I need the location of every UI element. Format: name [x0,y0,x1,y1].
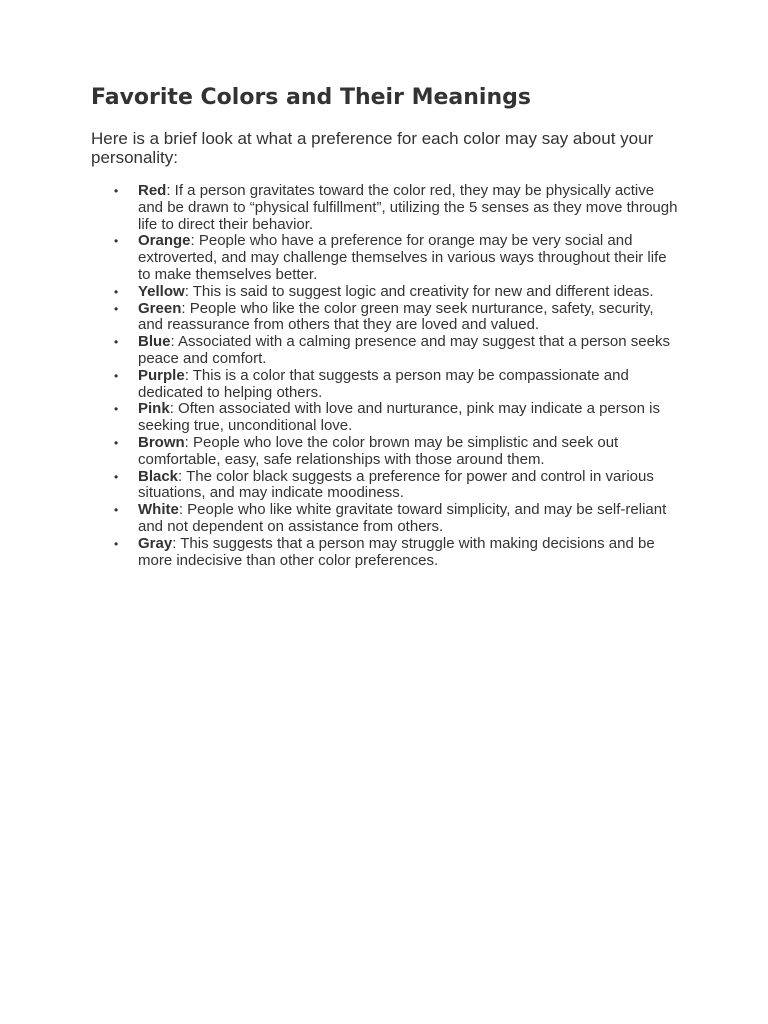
item-text: : Associated with a calming presence and may suggest that a person seeks peace and comfort. [138,333,670,367]
item-term: Brown [138,433,185,451]
item-text: : This is said to suggest logic and creativity for new and different ideas. [184,282,654,300]
list-item-green [91,301,681,335]
item-term: Red [138,182,167,199]
list-item-gray [91,536,681,570]
item-term: Gray [138,534,173,552]
bullet-icon: • [114,503,119,518]
item-term: Black [138,467,179,485]
item-text: : Often associated with love and nurturance, pink may indicate a person is seeking true, unconditional love. [138,400,660,435]
list-item-red [91,183,681,233]
bullet-icon: • [114,301,119,316]
item-term: Pink [138,400,170,418]
bullet-icon: • [114,335,119,350]
item-term: Yellow [138,282,185,300]
bullet-icon: • [114,184,119,198]
item-text: : People who love the color brown may be simplistic and seek out comfortable, easy, safe relationships with those around them. [138,433,619,468]
item-term: Green [138,299,182,317]
bullet-icon: • [114,234,119,249]
color-meanings-list [91,183,681,569]
intro-paragraph: Here is a brief look at what a preference for each color may say about your personality: [91,129,654,167]
item-text: : This suggests that a person may struggle with making decisions and be more indecisive than other color preferences. [138,534,655,569]
list-item-white [91,502,681,536]
list-item-blue [91,334,681,368]
list-item-pink [91,401,681,435]
bullet-icon: • [114,435,119,450]
list-item-black [91,469,681,503]
bullet-icon: • [114,368,119,383]
item-term: Orange [138,232,191,250]
list-item-brown [91,435,681,469]
page-title: Favorite Colors and Their Meanings [91,85,531,110]
bullet-icon: • [114,402,119,417]
list-item-yellow [91,284,681,301]
document-content [91,84,681,569]
item-text: : This is a color that suggests a person may be compassionate and dedicated to helping others. [138,366,629,401]
item-term: Blue [138,333,171,351]
item-text: : People who like white gravitate toward simplicity, and may be self-reliant and not dependent on assistance from others. [138,501,667,535]
item-term: Purple [138,366,185,384]
bullet-icon: • [114,469,119,484]
bullet-icon: • [114,536,119,551]
item-text: : If a person gravitates toward the color red, they may be physically active and be drawn to “physical fulfillment”, utilizing the 5 senses as they move through life to direct their behavior. [138,182,678,233]
item-text: : People who like the color green may seek nurturance, safety, security, and reassurance from others that they are loved and valued. [138,299,654,334]
list-item-orange [91,233,681,283]
item-text: : People who have a preference for orange may be very social and extroverted, and may challenge themselves in various ways throughout their life to make themselves better. [138,232,667,283]
bullet-icon: • [114,284,119,299]
item-term: White [138,501,179,519]
list-item-purple [91,368,681,402]
item-text: : The color black suggests a preference for power and control in various situations, and may indicate moodiness. [138,467,654,502]
